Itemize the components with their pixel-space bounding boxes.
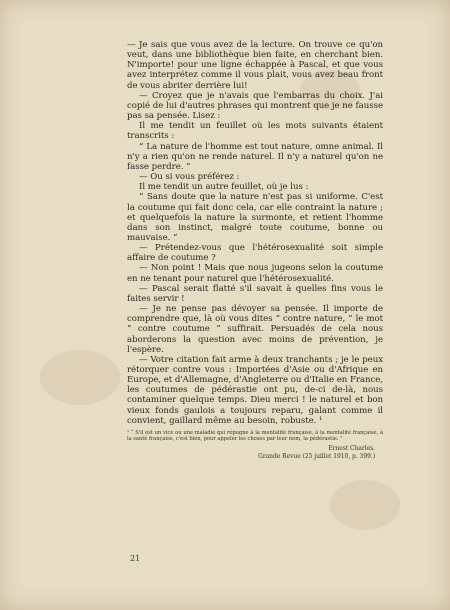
footnote-attribution xyxy=(127,445,383,461)
signature-source: Grande Revue (25 juillet 1910, p. 399.) xyxy=(258,453,375,461)
signature-name: Ernest Charles. xyxy=(328,445,375,453)
paragraph: — Ou si vous préférez : xyxy=(139,172,240,183)
paper-stain xyxy=(330,480,400,530)
paragraph: — Votre citation fait arme à deux tranchants ; je le peux rétorquer contre vous : Importées d'Asie ou d'Afrique en Europe, et d'Allemagne, d'Angleterre ou d'Italie en France, les coutumes de pédérastie ont pu, de-ci de-là, nous contaminer quelque temps. Dieu merci ! le naturel et bon vieux fonds gaulois a toujours reparu, galant comme il convient, gaillard même au besoin, robuste. ¹ xyxy=(127,354,383,426)
page-number: 21 xyxy=(130,554,141,563)
paragraph: — Prétendez-vous que l'hétérosexualité soit simple affaire de coutume ? xyxy=(127,243,383,264)
paragraph: — Croyez que je n'avais que l'embarras du choix. J'ai copié de lui d'autres phrases qui montrent que je ne fausse pas sa pensée. Lisez : xyxy=(127,90,383,122)
paragraph: — Pascal serait flatté s'il savait à quelles fins vous le faites servir ! xyxy=(127,283,383,304)
paragraph: — Non point ! Mais que nous jugeons selon la coutume en ne tenant pour naturel que l'hétérosexualité. xyxy=(127,263,383,284)
footnote: ¹ “ S'il est un vice ou une maladie qui répugne à la mentalité française, à la mentalité française, à la santé française, c'est bien, pour appeler les choses par leur nom, la pédérastie. ” xyxy=(127,429,383,443)
paragraph: Il me tendit un feuillet où les mots suivants étaient transcrits : xyxy=(127,121,383,142)
paragraph: — Je ne pense pas dévoyer sa pensée. Il importe de comprendre que, là où vous dites “ contre nature, ” le mot “ contre coutume ” suffirait. Persuadés de cela nous aborderons la question avec moins de prévention, je l'espère. xyxy=(127,304,383,355)
quotation: “ Sans doute que la nature n'est pas si uniforme. C'est la coutume qui fait donc cela, car elle contraint la nature ; et quelquefois la nature la surmonte, et retient l'homme dans son instinct, malgré toute coutume, bonne ou mauvaise. ” xyxy=(127,192,383,243)
paper-stain xyxy=(40,350,120,405)
quotation: “ La nature de l'homme est tout nature, omne animal. Il n'y a rien qu'on ne rende naturel. Il n'y a naturel qu'on ne fasse perdre. ” xyxy=(127,141,383,172)
paragraph: — Je sais que vous avez de la lecture. On trouve ce qu'on veut, dans une bibliothèque bien faite, en cherchant bien. N'importe! pour une ligne échappée à Pascal, et que vous avez interprétez comme il vous plait, vous avez beau front de vous abriter derrière lui! xyxy=(127,40,383,91)
paragraph: Il me tendit un autre feuillet, où je lus : xyxy=(139,182,309,193)
body-text xyxy=(127,40,383,461)
